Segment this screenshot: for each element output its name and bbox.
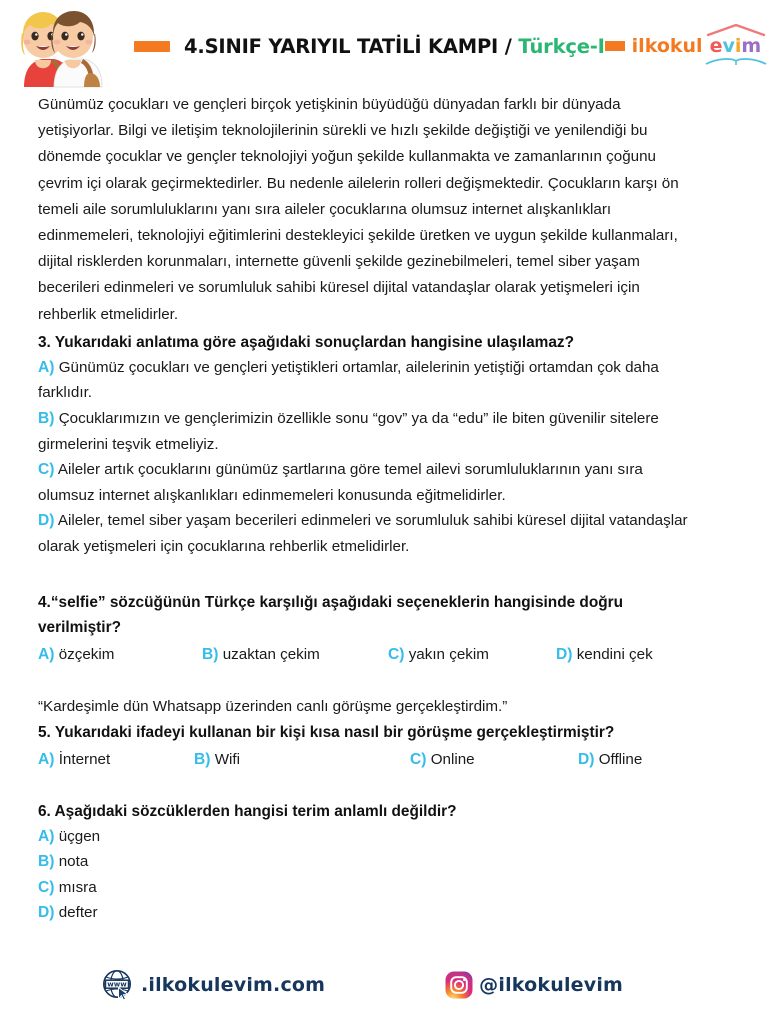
header-title-block [112,35,605,58]
worksheet-content [0,92,724,926]
option-item-b[interactable] [202,642,388,668]
option-text: İnternet [58,750,111,768]
option-text: Aileler, temel siber yaşam becerileri edinmeleri ve sorumluluk sahibi küresel dijital vatandaşlar olarak yetişmeleri için çocuklarına rehberlik etmelidirler. [38,512,688,555]
option-text: özçekim [58,645,115,663]
logo-text-ilkokul: ilkokul [631,35,703,57]
page-title-main: 4.SINIF YARIYIL TATİLİ KAMPI / [184,34,519,58]
option-list [38,640,694,668]
website-link[interactable] [101,968,325,1002]
option-text: Günümüz çocukları ve gençleri yetiştikleri ortamlar, ailelerinin yetiştiği ortamdan çok daha farklıdır. [38,358,659,402]
brand-logo[interactable] [605,35,771,57]
question-block-q4 [38,590,694,668]
logo-text-evim: evim [709,35,762,57]
option-letter: D) [556,645,573,663]
question-block-q3 [38,330,694,560]
option-letter: D) [38,904,55,922]
option-item-d[interactable] [556,642,653,668]
option-list [38,355,694,560]
option-letter: D) [38,512,55,530]
option-text: kendini çek [576,645,653,663]
question-block-q5 [38,694,694,773]
option-text: Wifi [214,750,241,768]
option-text: Online [430,750,475,768]
option-item-c[interactable] [38,875,694,901]
option-letter: A) [38,358,55,376]
instagram-icon [445,971,473,999]
option-text: uzaktan çekim [222,645,320,663]
option-item-d[interactable] [38,508,694,559]
orange-dash-icon [134,41,170,52]
instagram-text: @ilkokulevim [479,974,624,996]
page-title-subject: Türkçe-I [518,34,605,58]
www-globe-cursor-icon [101,968,135,1002]
option-text: defter [58,904,98,922]
website-text: .ilkokulevim.com [140,974,326,996]
option-item-a[interactable] [38,355,694,406]
option-text: Offline [598,750,643,768]
two-students-illustration [8,3,112,89]
option-item-a[interactable] [38,747,194,773]
option-item-c[interactable] [410,747,578,773]
option-letter: B) [202,645,219,663]
reading-passage: Günümüz çocukları ve gençleri birçok yetişkinin büyüdüğü dünyadan farklı bir dünyada yetişiyorlar. Bilgi ve iletişim teknolojilerinin sürekli ve hızlı şekilde değiştiği ve yenilendiği bu dönemde çocuklar ve gençler teknolojiyi yoğun şekilde kullanmakta ve zamanlarının çoğunu çevrim içi olarak geçirmektedirler. Bu nedenle ailelerin rolleri değişmektedir. Çocukların karşı ön temeli aile sorumluluklarını yanı sıra aileler çocuklarına olumsuz internet alışkanlıkları edinmemeleri, teknolojiyi eğitimlerini destekleyici şekilde üretken ve uygun şekilde kullanmaları, dijital risklerden korunmaları, internette güvenli şekilde gezinebilmeleri, temel siber yaşam becerileri edinmeleri ve sorumluluk sahibi küresel dijital vatandaşlar olarak yetişmeleri için rehberlik etmelidirler. [38,96,679,323]
option-letter: B) [38,410,55,428]
option-text: Aileler artık çocuklarını günümüz şartlarına göre temel ailevi sorumluluklarının yanı sıra olumsuz internet alışkanlıkları edinmemeleri konusunda eğitmelidirler. [38,461,643,504]
option-letter: C) [388,645,405,663]
option-item-c[interactable] [388,642,556,668]
instagram-link[interactable] [445,971,623,999]
question-prompt: 3. Yukarıdaki anlatıma göre aşağıdaki sonuçlardan hangisine ulaşılamaz? [38,333,575,351]
question-quote: “Kardeşimle dün Whatsapp üzerinden canlı görüşme gerçekleştirdim.” [38,697,508,715]
option-item-a[interactable] [38,824,694,850]
svg-text:www: www [107,980,127,989]
option-letter: A) [38,645,55,663]
option-list [38,745,694,773]
option-text: Çocuklarımızın ve gençlerimizin özellikle sonu “gov” ya da “edu” ile biten güvenilir sitelere girmelerini teşvik etmeliyiz. [38,410,659,453]
question-prompt: 6. Aşağıdaki sözcüklerden hangisi terim anlamlı değildir? [38,802,457,820]
option-text: yakın çekim [408,645,489,663]
page-footer [0,968,724,1002]
option-item-c[interactable] [38,457,694,508]
page-title [184,35,605,58]
option-letter: C) [410,750,427,768]
question-block-q6 [38,799,694,926]
option-letter: B) [194,750,211,768]
orange-dash-icon [605,41,625,51]
page-header [0,0,762,92]
option-item-d[interactable] [578,747,642,773]
question-prompt: 4.“selfie” sözcüğünün Türkçe karşılığı aşağıdaki seçeneklerin hangisinde doğru verilmiştir? [38,593,624,636]
option-list [38,824,694,926]
option-item-b[interactable] [38,849,694,875]
open-book-icon [704,57,768,66]
option-letter: A) [38,827,55,845]
option-letter: C) [38,461,55,479]
option-text: mısra [58,878,97,896]
option-text: üçgen [58,827,101,845]
option-letter: D) [578,750,595,768]
option-item-a[interactable] [38,642,202,668]
option-letter: A) [38,750,55,768]
question-prompt: 5. Yukarıdaki ifadeyi kullanan bir kişi kısa nasıl bir görüşme gerçekleştirmiştir? [38,723,615,741]
option-text: nota [58,853,89,871]
option-letter: C) [38,878,55,896]
option-item-d[interactable] [38,900,694,926]
option-item-b[interactable] [194,747,410,773]
option-letter: B) [38,853,55,871]
option-item-b[interactable] [38,406,694,457]
